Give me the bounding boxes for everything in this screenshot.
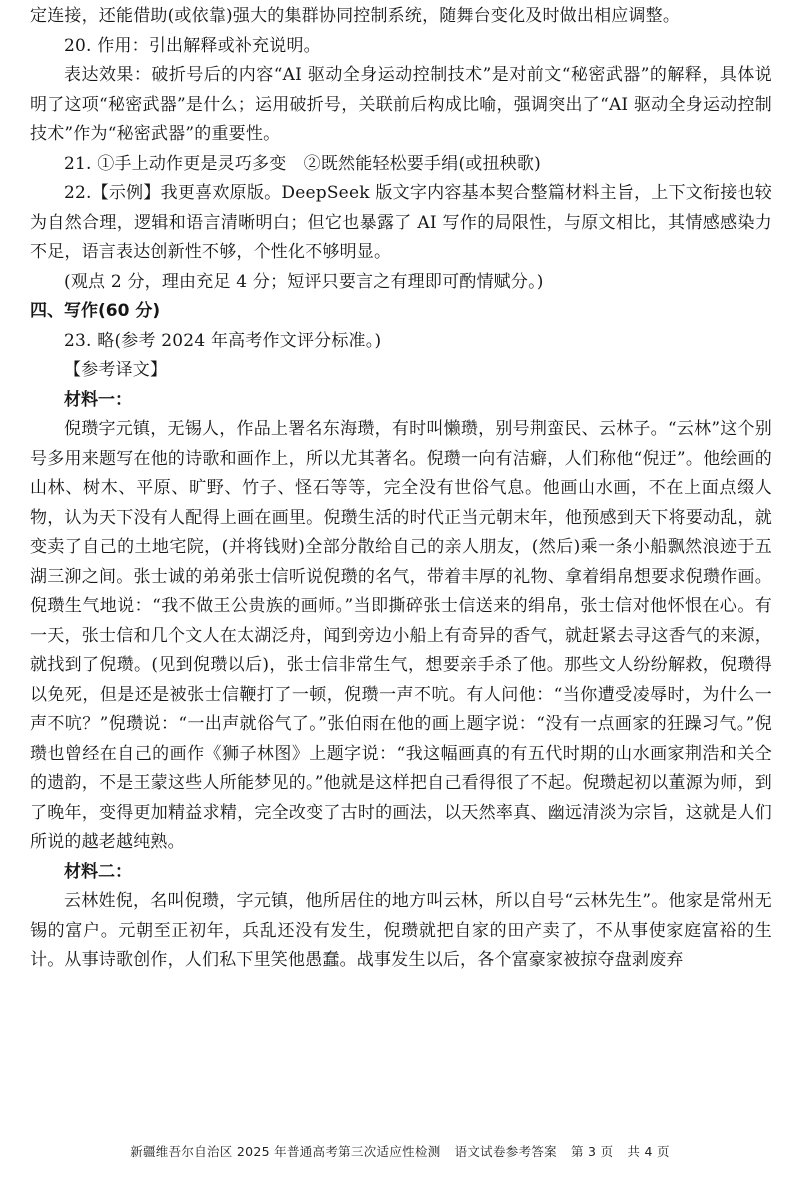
footer-page-number: 第 3 页	[570, 1144, 614, 1159]
answer-20-function: 20. 作用：引出解释或补充说明。	[64, 35, 321, 56]
material-1-translation: 倪瓒字元镇，无锡人，作品上署名东海瓒，有时叫懒瓒，别号荆蛮民、云林子。“云林”这个别号多用来题写在他的诗歌和画作上，所以尤其著名。倪瓒一向有洁癖，人们称他“倪迂”。他绘画的山林、树木、平原、旷野、竹子、怪石等等，完全没有世俗气息。他画山水画，不在上面点缀人物，认为天下没有人配得上画在画里。倪瓒生活的时代正当元朝末年，他预感到天下将要动乱，就变卖了自己的土地宅院，(并将钱财)全部分散给自己的亲人朋友，(然后)乘一条小船飘然浪迹于五湖三泖之间。张士诚的弟弟张士信听说倪瓒的名气，带着丰厚的礼物、拿着绢帛想要求倪瓒作画。倪瓒生气地说：“我不做王公贵族的画师。”当即撕碎张士信送来的绢帛，张士信对他怀恨在心。有一天，张士信和几个文人在太湖泛舟，闻到旁边小船上有奇异的香气，就赶紧去寻这香气的来源，就找到了倪瓒。(见到倪瓒以后)，张士信非常生气，想要亲手杀了他。那些文人纷纷解救，倪瓒得以免死，但是还是被张士信鞭打了一顿，倪瓒一声不吭。有人问他：“当你遭受凌辱时，为什么一声不吭？”倪瓒说：“一出声就俗气了。”张伯雨在他的画上题字说：“没有一点画家的狂躁习气。”倪瓒也曾经在自己的画作《狮子林图》上题字说：“我这幅画真的有五代时期的山水画家荆浩和关仝的遗韵，不是王蒙这些人所能梦见的。”他就是这样把自己看得很了不起。倪瓒起初以董源为师，到了晚年，变得更加精益求精，完全改变了古时的画法，以天然率真、幽远清淡为宗旨，这就是人们所说的越老越纯熟。	[30, 419, 772, 852]
section-writing-heading: 四、写作(60 分)	[30, 301, 161, 321]
material-1-heading: 材料一：	[64, 389, 132, 410]
answer-22: 22.【示例】我更喜欢原版。DeepSeek 版文字内容基本契合整篇材料主旨，上下文衔接也较为自然合理，逻辑和语言清晰明白；但它也暴露了 AI 写作的局限性，与原文相比，其情感感染力不足，语言表达创新性不够，个性化不够明显。	[30, 183, 772, 262]
answer-21: 21. ①手上动作更是灵巧多变 ②既然能轻松要手绢(或扭秧歌)	[64, 153, 541, 174]
answer-22-scoring-note: (观点 2 分，理由充足 4 分；短评只要言之有理即可酌情赋分。)	[64, 271, 544, 292]
answer-20-effect: 表达效果：破折号后的内容“AI 驱动全身运动控制技术”是对前文“秘密武器”的解释，具体说明了这项“秘密武器”是什么；运用破折号，关联前后构成比喻，强调突出了“AI 驱动全身运动控制技术”作为“秘密武器”的重要性。	[30, 65, 772, 144]
footer-exam-title: 新疆维吾尔自治区 2025 年普通高考第三次适应性检测	[130, 1144, 441, 1159]
page-footer	[0, 1142, 800, 1162]
footer-total-pages: 共 4 页	[627, 1144, 670, 1159]
footer-subject: 语文试卷参考答案	[454, 1144, 557, 1159]
answer-content	[30, 2, 772, 976]
translation-heading: 【参考译文】	[64, 360, 168, 380]
continued-paragraph: 定连接，还能借助(或依靠)强大的集群协同控制系统，随舞台变化及时做出相应调整。	[30, 6, 681, 26]
answer-23: 23. 略(参考 2024 年高考作文评分标准。)	[64, 330, 382, 351]
material-2-translation: 云林姓倪，名叫倪瓒，字元镇，他所居住的地方叫云林，所以自号“云林先生”。他家是常州无锡的富户。元朝至正初年，兵乱还没有发生，倪瓒就把自家的田产卖了，不从事使家庭富裕的生计。从事诗歌创作，人们私下里笑他愚蠢。战事发生以后，各个富豪家被掠夺盘剥废弃	[30, 891, 772, 970]
material-2-heading: 材料二：	[64, 861, 132, 882]
